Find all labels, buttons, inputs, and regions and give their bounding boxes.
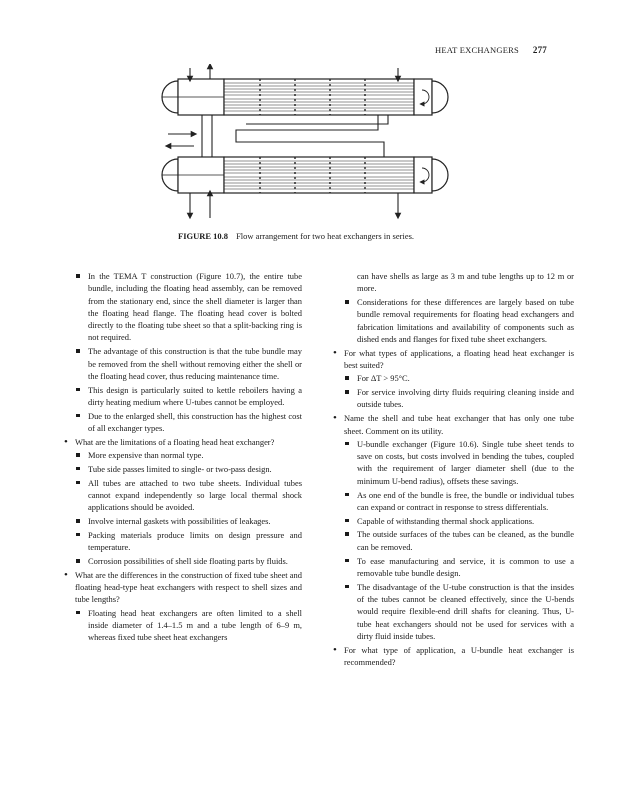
question-item: • What are the limitations of a floating head heat exchanger? [64, 436, 302, 448]
figure-label: FIGURE 10.8 [178, 231, 229, 241]
lower-right-head [432, 159, 448, 191]
question-item: • For what types of applications, a floating head heat exchanger is best suited? [333, 347, 574, 372]
question-item: • For what type of application, a U-bundle heat exchanger is recommended? [333, 644, 574, 669]
answer-item: Due to the enlarged shell, this construction has the highest cost of all exchanger types. [64, 410, 302, 435]
figure-caption-text: Flow arrangement for two heat exchangers in series. [236, 231, 415, 241]
answer-item: The disadvantage of the U-tube construction is that the insides of the tubes cannot be cleaned effectively, since the U-bends would require flexible-end drill shafts for cleaning. Thus, U-tube heat exchangers should not be used for services with a dirty fluid inside tubes. [333, 581, 574, 642]
answer-item: For ΔT > 95°C. [333, 372, 574, 384]
answer-item: Floating head heat exchangers are often limited to a shell inside diameter of 1.4–1.5 m and a tube length of 6–9 m, whereas fixed tube sheet heat exchangers [64, 607, 302, 644]
answer-item: For service involving dirty fluids requiring cleaning inside and outside tubes. [333, 386, 574, 411]
answer-item: More expensive than normal type. [64, 449, 302, 461]
upper-right-head [432, 81, 448, 113]
answer-item: In the TEMA T construction (Figure 10.7), the entire tube bundle, including the floating head assembly, can be removed from the stationary end, since the shell diameter is larger than the floating head flange. The floating head cover is bolted directly to the floating tube sheet so that a split-backing ring is not required. [64, 270, 302, 344]
answer-item: The advantage of this construction is that the tube bundle may be removed from the shell without removing either the shell or the floating head cover, thus reducing maintenance time. [64, 345, 302, 382]
upper-exchanger [162, 79, 448, 115]
answer-item: U-bundle exchanger (Figure 10.6). Single tube sheet tends to save on costs, but costs involved in bending the tubes, coupled with the requirement of larger diameter shell (due to the minimum U-bend radius), offsets these savings. [333, 438, 574, 487]
lower-shell [224, 157, 414, 193]
left-column [64, 270, 302, 645]
answer-item: Packing materials produce limits on design pressure and temperature. [64, 529, 302, 554]
right-column [333, 270, 574, 669]
answer-item: The outside surfaces of the tubes can be cleaned, as the bundle can be removed. [333, 528, 574, 553]
question-item: • What are the differences in the construction of fixed tube sheet and floating head-type heat exchangers with respect to shell sizes and tube lengths? [64, 569, 302, 606]
answer-item: Capable of withstanding thermal shock applications. [333, 515, 574, 527]
answer-item: All tubes are attached to two tube sheets. Individual tubes cannot expand independently so large local thermal shock applications should be avoided. [64, 477, 302, 514]
running-header [435, 45, 547, 55]
heat-exchanger-figure [150, 64, 465, 222]
answer-item: Considerations for these differences are largely based on tube bundle removal requirements for floating head exchangers and fabrication limitations and availability of components such as dished ends and flanges for fixed tube sheet exchangers. [333, 296, 574, 345]
continued-text: can have shells as large as 3 m and tube lengths up to 12 m or more. [357, 271, 574, 294]
figure-caption [178, 231, 414, 241]
upper-shell [224, 79, 414, 115]
answer-item: This design is particularly suited to kettle reboilers having a dirty heating medium where U-tubes cannot be employed. [64, 384, 302, 409]
question-item: • Name the shell and tube heat exchanger that has only one tube sheet. Comment on its utility. [333, 412, 574, 437]
answer-item: Involve internal gaskets with possibilities of leakages. [64, 515, 302, 527]
page-number: 277 [532, 45, 547, 55]
section-title: HEAT EXCHANGERS [435, 45, 519, 55]
answer-item: Corrosion possibilities of shell side floating parts by fluids. [64, 555, 302, 567]
answer-item: To ease manufacturing and service, it is common to use a removable tube bundle design. [333, 555, 574, 580]
lower-exchanger [162, 157, 448, 193]
answer-item: Tube side passes limited to single- or two-pass design. [64, 463, 302, 475]
answer-item: As one end of the bundle is free, the bundle or individual tubes can expand or contract in response to stress differentials. [333, 489, 574, 514]
